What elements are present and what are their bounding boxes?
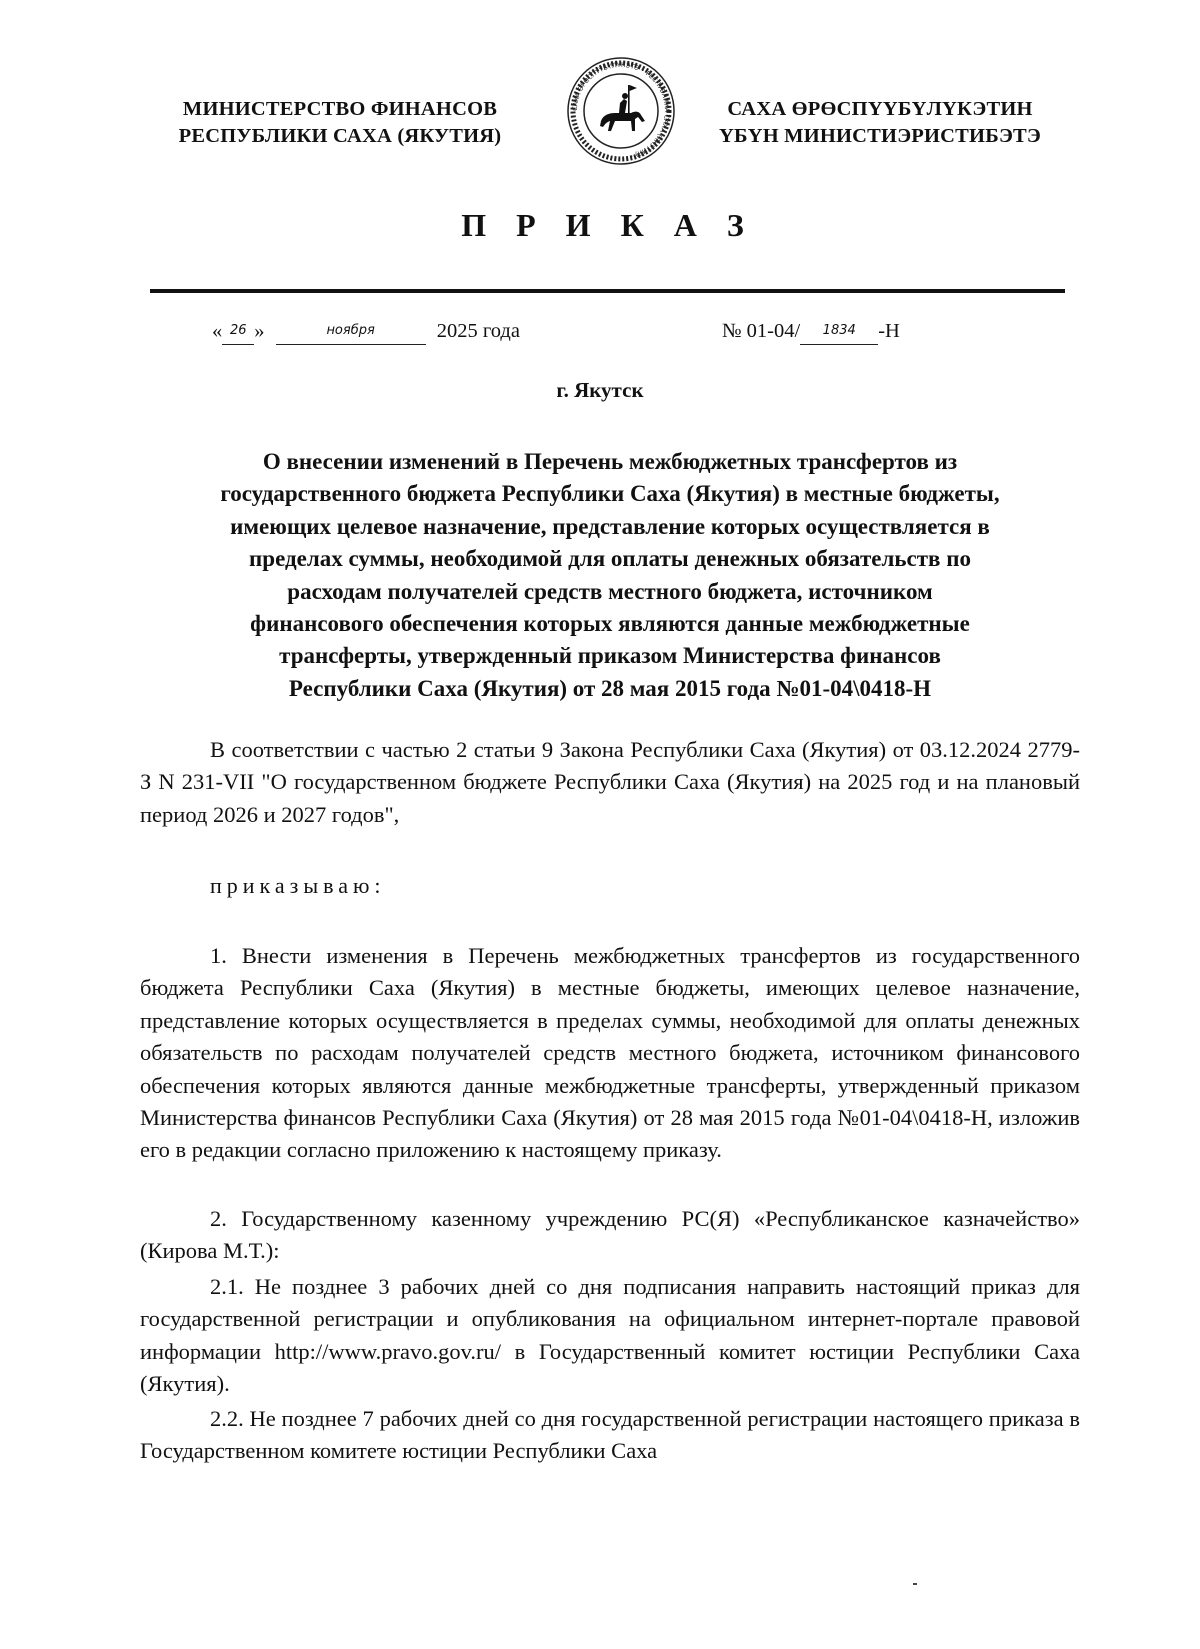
date-year: 2025 года [436, 320, 520, 342]
preamble-paragraph: В соответствии с частью 2 статьи 9 Закона Республики Саха (Якутия) от 03.12.2024 2779-З N 231-VII "О государственном бюджете Республики Саха (Якутия) на 2025 год и на плановый период 2026 и 2027 годов", [140, 737, 1080, 827]
subject-line: пределах суммы, необходимой для оплаты денежных обязательств по [249, 546, 971, 572]
ministry-name-yakut-line-2: ҮБҮН МИНИСТИЭРИСТИБЭТЭ [718, 125, 1042, 147]
date-day-field [222, 321, 254, 345]
date-month-handwritten: ноября [326, 323, 375, 338]
order-number [722, 320, 900, 345]
coat-of-arms-emblem-icon [565, 55, 677, 167]
ministry-name-yakut [680, 96, 1080, 150]
date-open-quote: « [212, 320, 223, 342]
ministry-name-russian [150, 96, 530, 150]
ministry-name-line-1: МИНИСТЕРСТВО ФИНАНСОВ [182, 98, 498, 120]
ministry-name-line-2: РЕСПУБЛИКИ САХА (ЯКУТИЯ) [178, 125, 502, 147]
order-subject [140, 446, 1080, 705]
clause-2-1: 2.1. Не позднее 3 рабочих дней со дня подписания направить настоящий приказ для государственной регистрации и опубликования на официальном интернет-портале правовой информации http://www.pravo.gov.ru/ в Государственный комитет юстиции Республики Саха (Якутия). [140, 1274, 1080, 1397]
order-keyword: приказываю: [210, 873, 386, 898]
order-number-field [800, 321, 878, 345]
scan-speck [913, 1583, 917, 1585]
order-date [212, 320, 520, 345]
document-title: П Р И К А З [461, 207, 755, 243]
order-number-handwritten: 1834 [822, 323, 856, 338]
subject-line: расходам получателей средств местного бюджета, источником [287, 578, 933, 604]
emblem-ring-text: САХА ӨРӨСПҮҮБҮЛҮКЭТЭ • РЕСПУБЛИКА САХА (ЯКУТИЯ) • [570, 60, 672, 161]
ministry-name-yakut-line-1: САХА ӨРӨСПҮҮБҮЛҮКЭТИН [727, 98, 1033, 120]
subject-line: государственного бюджета Республики Саха (Якутия) в местные бюджеты, [220, 481, 1000, 507]
subject-line: трансферты, утвержденный приказом Министерства финансов [279, 643, 941, 669]
issue-city: г. Якутск [556, 378, 644, 402]
subject-line: финансового обеспечения которых являются данные межбюджетные [250, 611, 970, 637]
subject-line: имеющих целевое назначение, представление которых осуществляется в [230, 513, 990, 539]
subject-line: О внесении изменений в Перечень межбюджетных трансфертов из [262, 449, 958, 474]
subject-line: Республики Саха (Якутия) от 28 мая 2015 года №01-04\0418-Н [288, 675, 932, 701]
date-month-field [276, 321, 426, 345]
clause-2: 2. Государственному казенному учреждению РС(Я) «Республиканское казначейство» (Кирова М.Т.): [140, 1206, 1080, 1264]
clause-2-2: 2.2. Не позднее 7 рабочих дней со дня государственной регистрации настоящего приказа в Государственном комитете юстиции Республики Саха [140, 1406, 1080, 1464]
date-close-quote: » [254, 320, 265, 342]
order-number-prefix: № 01-04/ [722, 320, 801, 342]
title-divider [150, 289, 1065, 293]
order-number-suffix: -Н [878, 320, 900, 342]
date-day-handwritten: 26 [229, 323, 247, 338]
clause-1: 1. Внести изменения в Перечень межбюджетных трансфертов из государственного бюджета Республики Саха (Якутия) в местные бюджеты, имеющих целевое назначение, представление которых осуществляется в пределах суммы, необходимой для оплаты денежных обязательств по расходам получателей средств местного бюджета, источником финансового обеспечения которых являются данные межбюджетные трансферты, утвержденный приказом Министерства финансов Республики Саха (Якутия) от 28 мая 2015 года №01-04\0418-Н, изложив его в редакции согласно приложению к настоящему приказу. [140, 943, 1080, 1163]
